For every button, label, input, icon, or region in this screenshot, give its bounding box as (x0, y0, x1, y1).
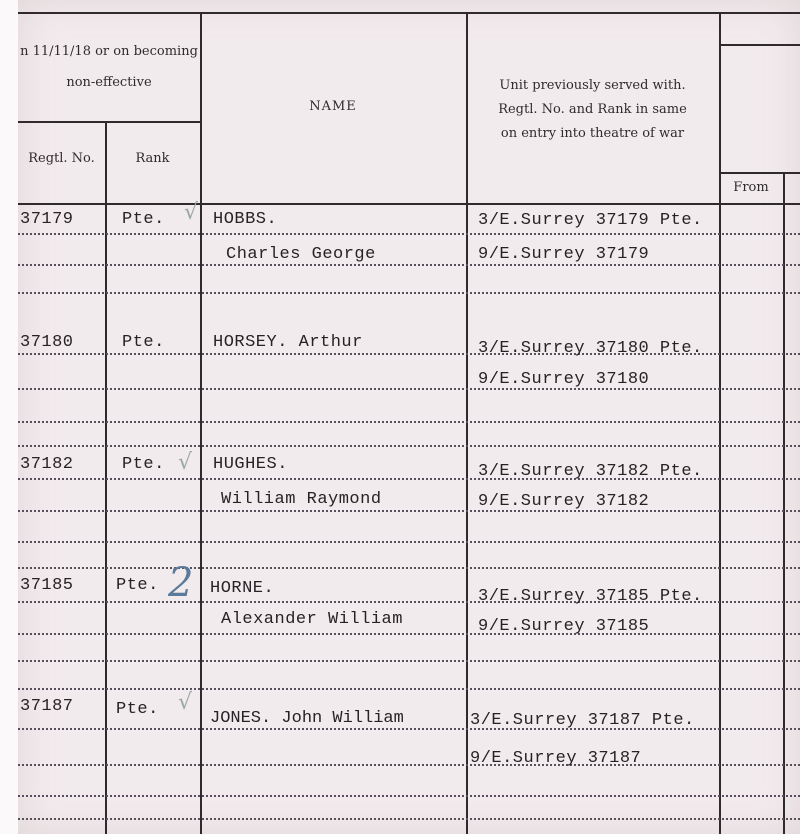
header-from-top (719, 44, 800, 46)
header-group-line1: n 11/11/18 or on becoming (20, 44, 198, 59)
entry-unit-line1: 3/E.Surrey 37180 Pte. (478, 339, 703, 358)
header-bottom-rule (18, 203, 800, 205)
entry-rank: Pte. (122, 210, 165, 229)
check-mark-icon: √ (178, 450, 193, 475)
entry-unit-line1: 3/E.Surrey 37187 Pte. (470, 711, 695, 730)
entry-name-line2: Charles George (226, 245, 376, 264)
entry-unit-line2: 9/E.Surrey 37182 (478, 492, 650, 511)
register-sheet (18, 0, 800, 834)
col-divider-from-right (783, 172, 785, 834)
dotted-guide (18, 388, 800, 390)
entry-rank: Pte. (122, 455, 165, 474)
header-name: NAME (309, 99, 357, 114)
header-unit-line1: Unit previously served with. (499, 78, 686, 93)
dotted-guide (18, 688, 800, 690)
dotted-guide (18, 264, 800, 266)
entry-name-line1: HOBBS. (213, 210, 278, 229)
entry-name-line1: HORNE. (210, 579, 275, 598)
dotted-guide (18, 660, 800, 662)
dotted-guide (18, 818, 800, 820)
entry-rank: Pte. (116, 576, 159, 595)
header-rank: Rank (135, 151, 170, 166)
entry-regtl-no: 37180 (20, 333, 74, 352)
check-mark-icon: √ (178, 690, 193, 715)
entry-unit-line2: 9/E.Surrey 37180 (478, 370, 650, 389)
dotted-guide (18, 633, 800, 635)
header-regtl-no: Regtl. No. (28, 151, 95, 166)
dotted-guide (18, 292, 800, 294)
dotted-guide (18, 541, 800, 543)
dotted-guide (18, 421, 800, 423)
header-unit-line3: on entry into theatre of war (500, 126, 685, 141)
header-unit-line2: Regtl. No. and Rank in same (498, 102, 687, 117)
entry-unit-line1: 3/E.Surrey 37182 Pte. (478, 462, 703, 481)
entry-rank: Pte. (122, 333, 165, 352)
col-divider-rank-name (200, 14, 202, 834)
entry-unit-line2: 9/E.Surrey 37179 (478, 245, 650, 264)
entry-unit-line2: 9/E.Surrey 37185 (478, 617, 650, 636)
entry-name-line2: William Raymond (221, 490, 382, 509)
header-subdivider (18, 121, 200, 123)
entry-regtl-no: 37185 (20, 576, 74, 595)
entry-regtl-no: 37179 (20, 210, 74, 229)
entry-name-line1: JONES. John William (210, 709, 404, 728)
entry-unit-line1: 3/E.Surrey 37185 Pte. (478, 587, 703, 606)
dotted-guide (18, 510, 800, 512)
entry-unit-line1: 3/E.Surrey 37179 Pte. (478, 211, 703, 230)
dotted-guide (18, 233, 800, 235)
dotted-guide (18, 795, 800, 797)
header-group-line2: non-effective (66, 75, 152, 90)
entry-name-line2: Alexander William (221, 610, 403, 629)
header-from: From (733, 180, 769, 195)
entry-unit-line2: 9/E.Surrey 37187 (470, 749, 642, 768)
dotted-guide (18, 764, 800, 766)
dotted-guide (18, 445, 800, 447)
entry-rank: Pte. (116, 700, 159, 719)
col-divider-unit-from (719, 14, 721, 834)
entry-regtl-no: 37182 (20, 455, 74, 474)
entry-name-line1: HUGHES. (213, 455, 288, 474)
entry-regtl-no: 37187 (20, 697, 74, 716)
pen-mark-icon: 2 (168, 560, 194, 606)
top-border (18, 12, 800, 14)
dotted-guide (18, 567, 800, 569)
header-from-divider (719, 172, 800, 174)
check-mark-icon: √ (184, 200, 199, 225)
entry-name-line1: HORSEY. Arthur (213, 333, 363, 352)
page-margin (0, 0, 18, 834)
